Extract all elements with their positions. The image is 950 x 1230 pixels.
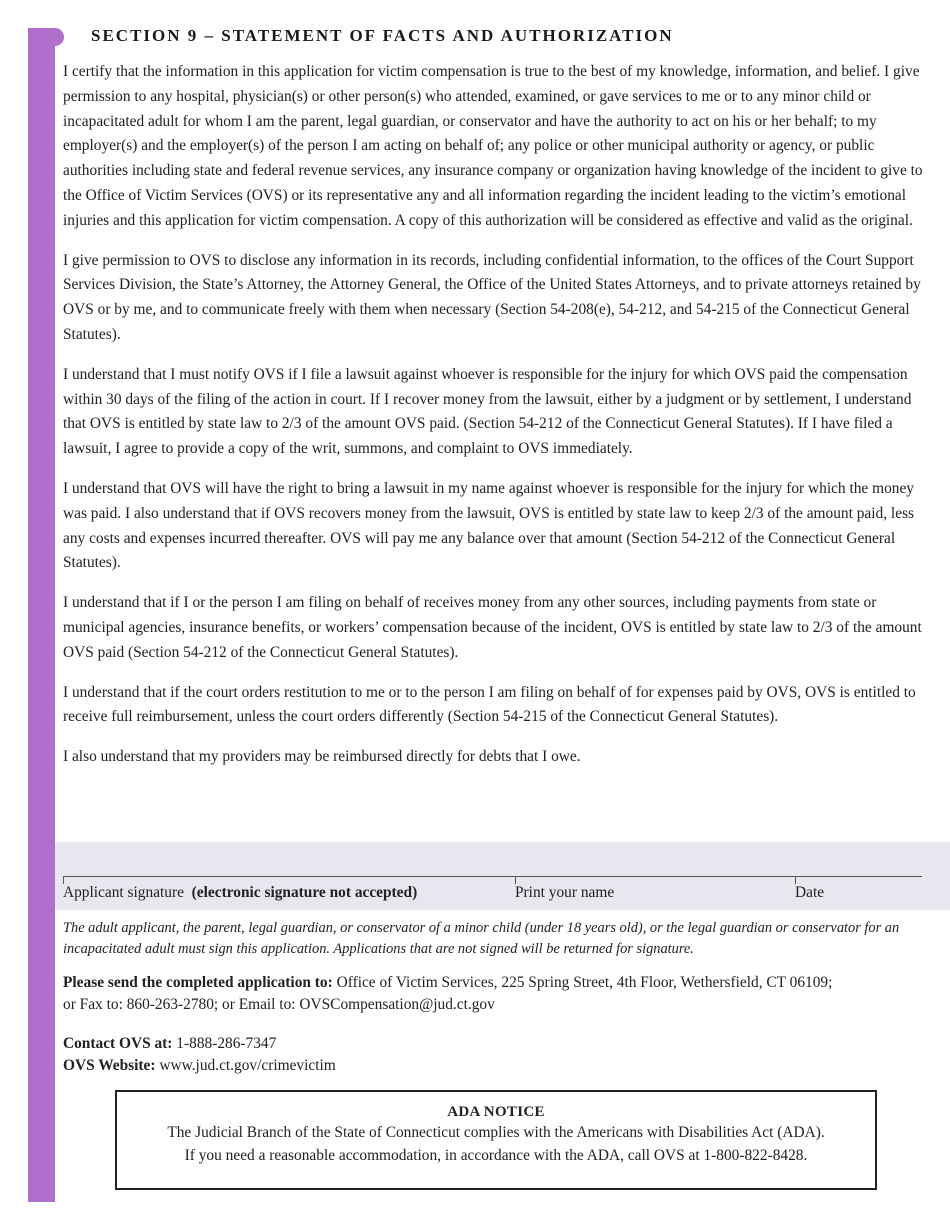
section-accent-bar: [28, 28, 55, 1202]
contact-block: [63, 1033, 925, 1077]
section-title: SECTION 9 – STATEMENT OF FACTS AND AUTHORIZATION: [91, 26, 674, 45]
paragraph-providers: I also understand that my providers may be reimbursed directly for debts that I owe.: [63, 748, 581, 766]
date-label: Date: [795, 884, 825, 901]
contact-label: Contact OVS at:: [63, 1035, 173, 1052]
signature-requirement-note: (electronic signature not accepted): [191, 884, 418, 901]
paragraph-subrogation: I understand that OVS will have the right to bring a lawsuit in my name against whoever is responsible for the injury for which the money was paid. I also understand that if OVS recovers money from the lawsuit, OVS is entitled by state law to keep 2/3 of the amount paid, less any costs and expenses incurred thereafter. OVS will pay me any balance over that amount (Section 54-212 of the Connecticut General Statutes).: [63, 479, 915, 572]
date-field[interactable]: [795, 876, 922, 884]
send-instructions: [63, 972, 925, 1016]
signing-requirement-note: The adult applicant, the parent, legal guardian, or conservator of a minor child (under 18 years old), or the legal guardian or conservator for an incapacitated adult must sign this application. Applications that are not signed will be returned for signature.: [63, 920, 900, 957]
print-name-label: Print your name: [515, 884, 615, 901]
section-accent-cap: [46, 28, 64, 46]
paragraph-certification: I certify that the information in this application for victim compensation is true to the best of my knowledge, information, and belief. I give permission to any hospital, physician(s) or other person(s) who attended, examined, or gave services to me or to any minor child or incapacitated adult for whom I am the parent, legal guardian, or conservator and have the authority to act on his or her behalf; to my employer(s) and the employer(s) of the person I am acting on behalf of; any police or other municipal authority or agency, or public authorities including state and federal revenue services, any insurance company or organization having knowledge of the incident to give to the Office of Victim Services (OVS) or its representative any and all information regarding the incident leading to the victim’s emotional injuries and this application for victim compensation. A copy of this authorization will be considered as effective and valid as the original.: [63, 63, 923, 229]
ada-notice-box: [115, 1090, 877, 1190]
send-fax-email: or Fax to: 860-263-2780; or Email to: OVSCompensation@jud.ct.gov: [63, 996, 495, 1013]
website-label: OVS Website:: [63, 1057, 156, 1074]
paragraph-disclosure: I give permission to OVS to disclose any information in its records, including confidential information, to the offices of the Court Support Services Division, the State’s Attorney, the Attorney General, the Office of the United States Attorneys, and to private attorneys retained by OVS or by me, and to communicate freely with them when necessary (Section 54-208(e), 54-212, and 54-215 of the Connecticut General Statutes).: [63, 251, 921, 343]
paragraph-lawsuit-notice: I understand that I must notify OVS if I file a lawsuit against whoever is responsible for the injury for which OVS paid the compensation within 30 days of the filing of the action in court. If I recover money from the lawsuit, either by a judgment or by settlement, I understand that OVS is entitled by state law to 2/3 of the amount OVS paid. (Section 54-212 of the Connecticut General Statutes). If I have filed a lawsuit, I agree to provide a copy of the writ, summons, and complaint to OVS immediately.: [63, 365, 912, 458]
applicant-signature-text: Applicant signature: [63, 884, 184, 901]
send-label: Please send the completed application to:: [63, 974, 333, 991]
print-name-field[interactable]: [515, 876, 796, 884]
website-link[interactable]: www.jud.ct.gov/crimevictim: [159, 1057, 336, 1074]
ada-notice-line-2: If you need a reasonable accommodation, in accordance with the ADA, call OVS at 1-800-822-8428.: [184, 1147, 808, 1164]
statement-body: [63, 60, 925, 785]
send-address: Office of Victim Services, 225 Spring Street, 4th Floor, Wethersfield, CT 06109;: [336, 974, 833, 991]
paragraph-other-sources: I understand that if I or the person I am filing on behalf of receives money from any other sources, including payments from state or municipal agencies, insurance benefits, or workers’ compensation because of the incident, OVS is entitled by state law to 2/3 of the amount OVS paid (Section 54-212 of the Connecticut General Statutes).: [63, 594, 922, 661]
contact-phone: 1-888-286-7347: [176, 1035, 277, 1052]
ada-notice-title: ADA NOTICE: [447, 1104, 545, 1120]
paragraph-restitution: I understand that if the court orders restitution to me or to the person I am filing on behalf of for expenses paid by OVS, OVS is entitled to receive full reimbursement, unless the court orders differently (Section 54-215 of the Connecticut General Statutes).: [63, 683, 916, 726]
applicant-signature-field[interactable]: [63, 876, 516, 884]
applicant-signature-label: [63, 884, 417, 902]
ada-notice-line-1: The Judicial Branch of the State of Connecticut complies with the Americans with Disabilities Act (ADA).: [167, 1124, 825, 1141]
